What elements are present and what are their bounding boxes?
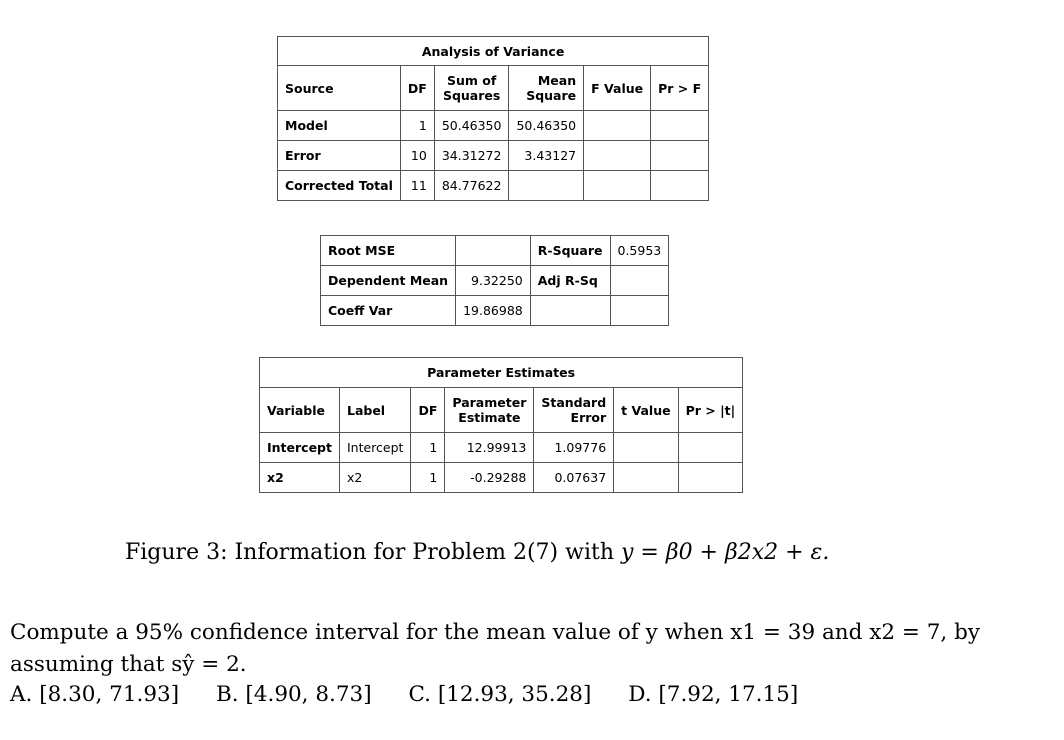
anova-header-ss: Sum of Squares	[434, 66, 509, 111]
figure-caption	[125, 540, 829, 565]
anova-title: Analysis of Variance	[278, 37, 709, 66]
option-b[interactable]: B. [4.90, 8.73]	[215, 682, 372, 707]
fit-row: Dependent Mean 9.32250 Adj R-Sq	[321, 266, 669, 296]
anova-header-p: Pr > F	[651, 66, 709, 111]
params-header-df: DF	[411, 388, 445, 433]
option-a[interactable]: A. [8.30, 71.93]	[10, 682, 180, 707]
anova-header-source: Source	[278, 66, 401, 111]
answer-options	[10, 682, 798, 707]
figure-caption-equation: y = β0 + β2x2 + ε.	[621, 540, 830, 565]
anova-row: Model 1 50.46350 50.46350	[278, 111, 709, 141]
fit-statistics-table	[320, 235, 669, 326]
params-row: Intercept Intercept 1 12.99913 1.09776	[260, 433, 743, 463]
params-header-p: Pr > |t|	[678, 388, 743, 433]
anova-header-ms: Mean Square	[509, 66, 584, 111]
fit-row: Root MSE R-Square 0.5953	[321, 236, 669, 266]
anova-row: Corrected Total 11 84.77622	[278, 171, 709, 201]
anova-header-f: F Value	[584, 66, 651, 111]
parameter-estimates-table	[259, 357, 743, 493]
params-header-label: Label	[339, 388, 410, 433]
params-title: Parameter Estimates	[260, 358, 743, 388]
anova-row: Error 10 34.31272 3.43127	[278, 141, 709, 171]
option-d[interactable]: D. [7.92, 17.15]	[628, 682, 799, 707]
option-c[interactable]: C. [12.93, 35.28]	[408, 682, 592, 707]
params-header-variable: Variable	[260, 388, 340, 433]
params-header-t: t Value	[614, 388, 678, 433]
figure-caption-text: Figure 3: Information for Problem 2(7) with	[125, 540, 621, 565]
params-row: x2 x2 1 -0.29288 0.07637	[260, 463, 743, 493]
params-header-estimate: Parameter Estimate	[445, 388, 534, 433]
fit-row: Coeff Var 19.86988	[321, 296, 669, 326]
question-line-2: assuming that sŷ = 2.	[10, 652, 247, 677]
params-header-se: Standard Error	[534, 388, 614, 433]
question-line-1: Compute a 95% confidence interval for the mean value of y when x1 = 39 and x2 = 7, by	[10, 620, 980, 645]
anova-table	[277, 36, 709, 201]
anova-header-df: DF	[400, 66, 434, 111]
